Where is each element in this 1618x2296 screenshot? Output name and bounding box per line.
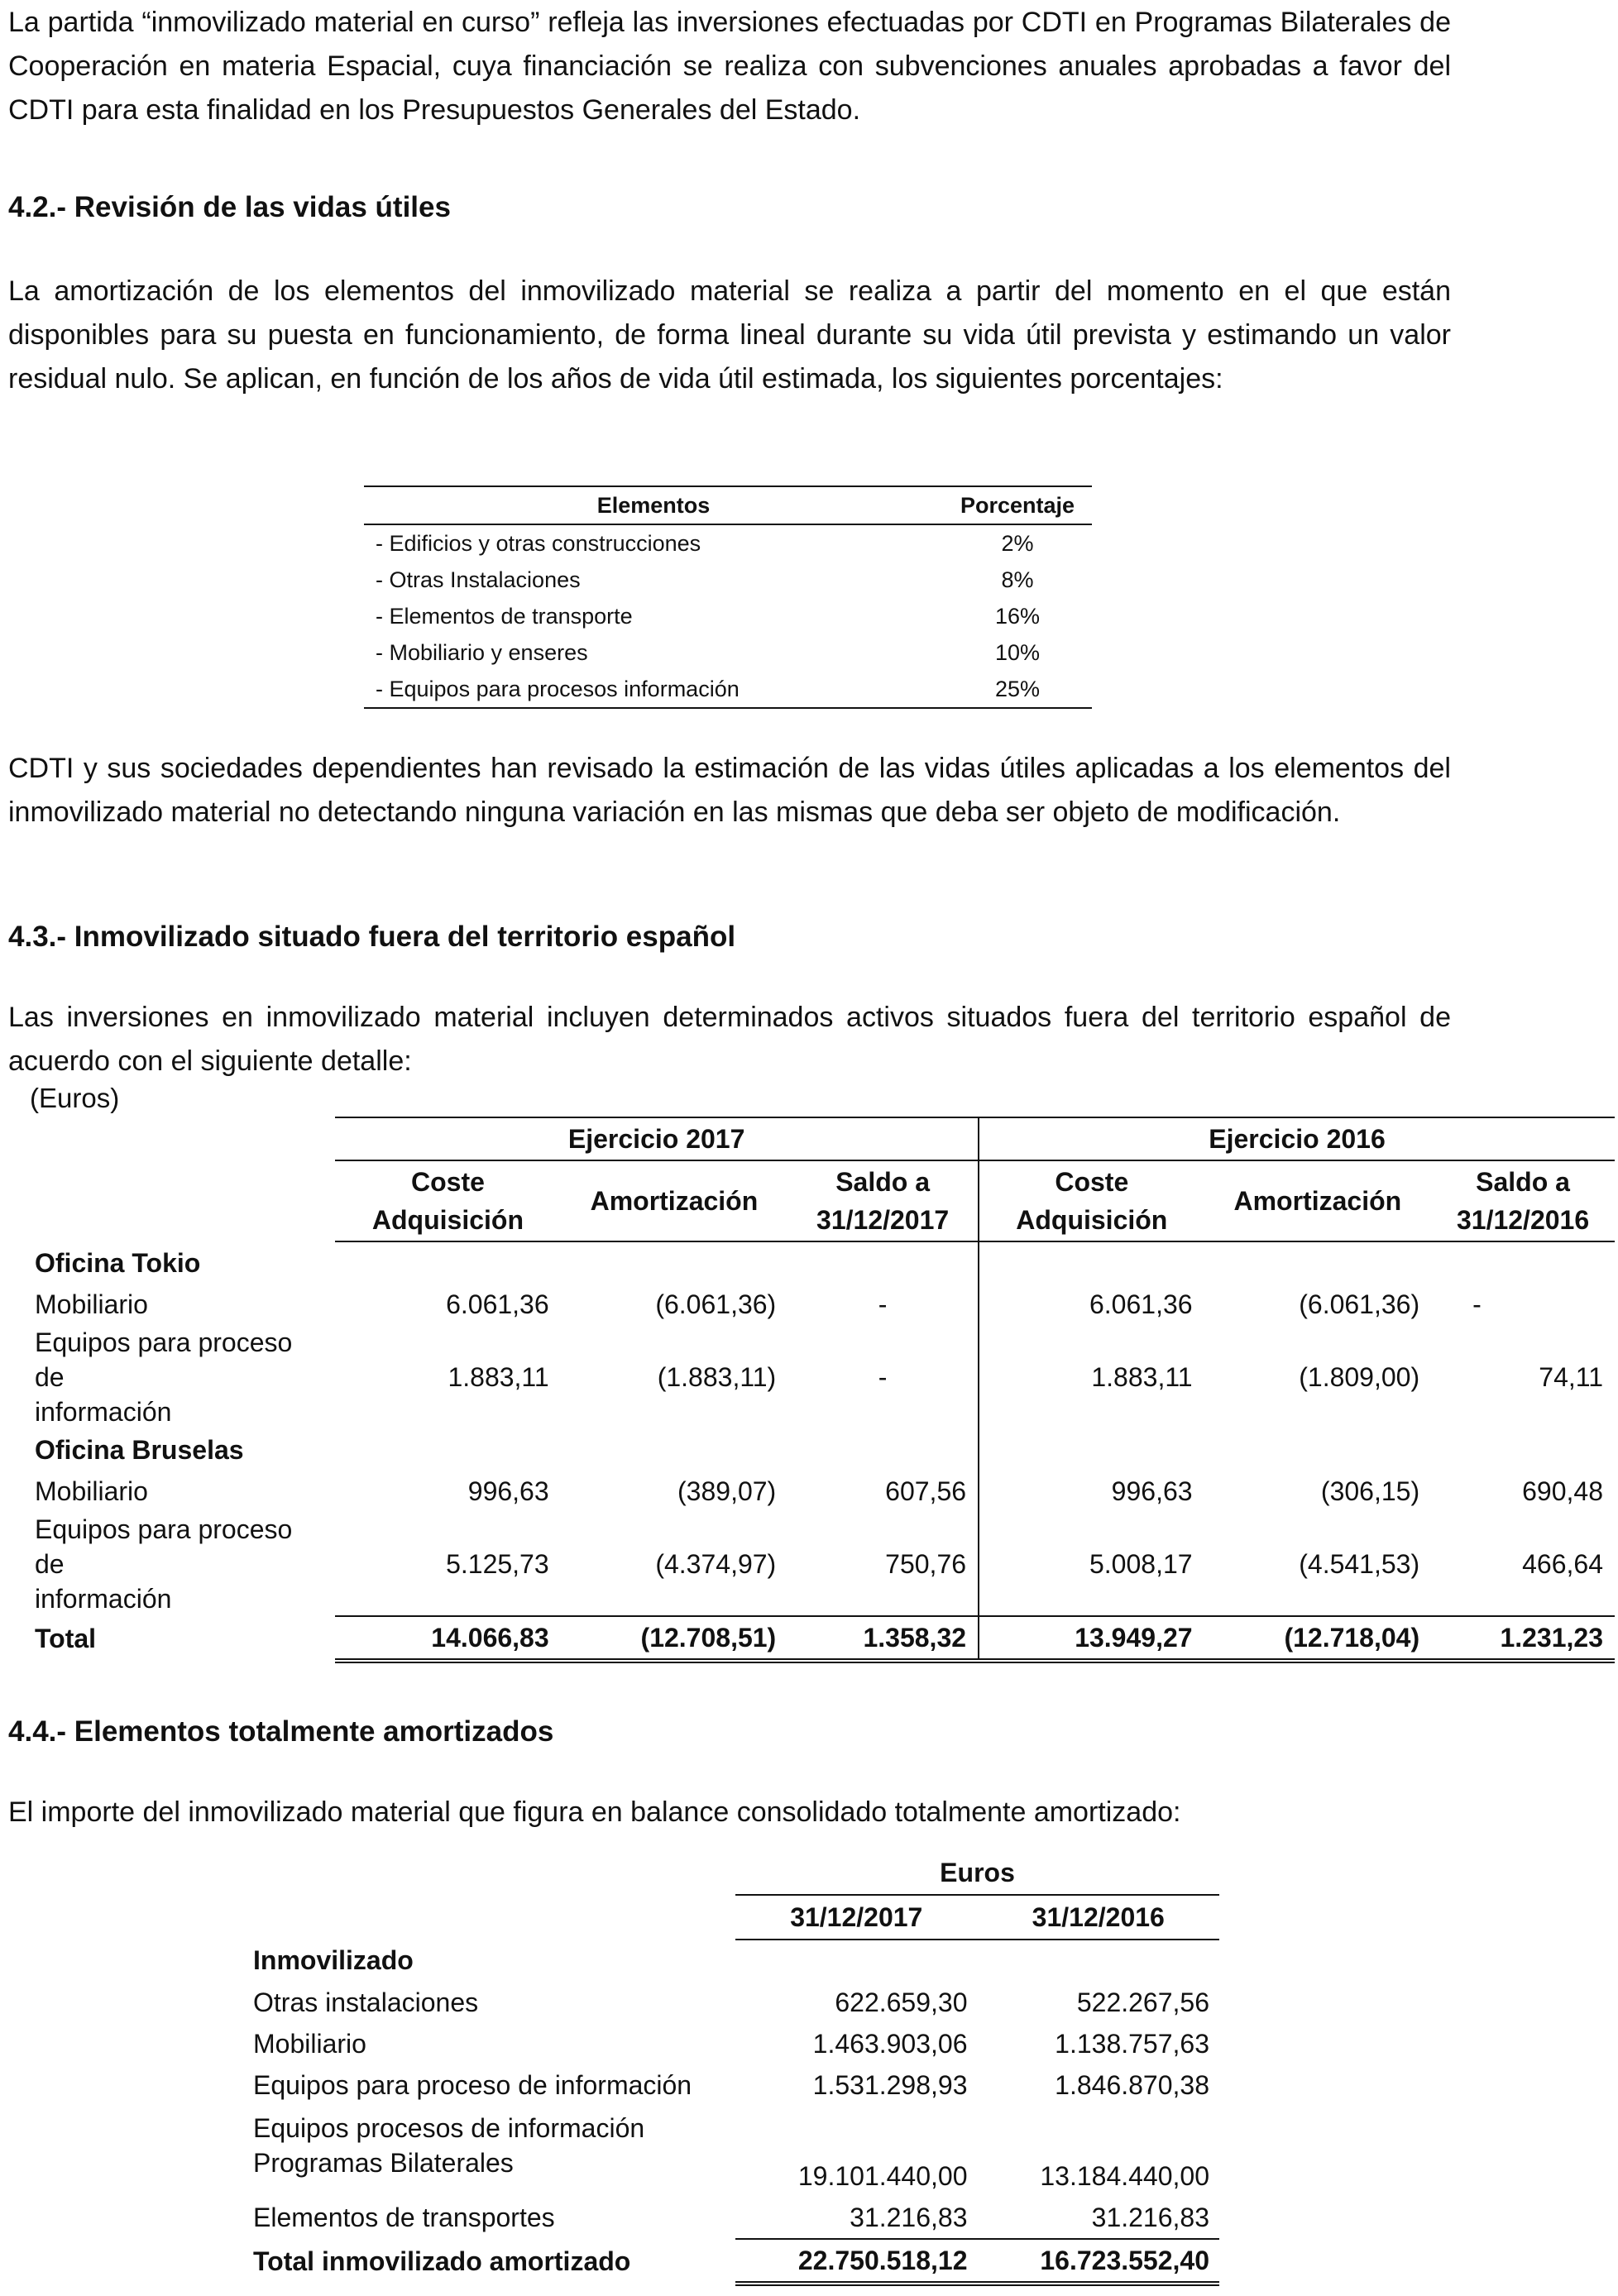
paragraph-4-3: Las inversiones en inmovilizado material incluyen determinados activos situados fuera del territorio español de acuerdo con el siguiente detalle: [8, 1002, 1451, 1077]
row-label: Mobiliario [35, 1476, 148, 1506]
paragraph-4-2-after: CDTI y sus sociedades dependientes han revisado la estimación de las vidas útiles aplicadas a los elementos del inmovilizado material no detectando ninguna variación en las mismas que deba ser objeto de modificación. [8, 753, 1451, 828]
unit-label: (Euros) [30, 1083, 120, 1113]
total-row: Total inmovilizado amortizado 22.750.518,12 16.723.552,40 [243, 2239, 1219, 2284]
table-row: Mobiliario 6.061,36 (6.061,36) - 6.061,36 (6.061,36) - [23, 1284, 1615, 1325]
element-percent: 16% [994, 603, 1041, 629]
row-label: Otras instalaciones [253, 1987, 479, 2017]
foreign-assets-table [23, 1117, 1615, 1663]
col-porcentaje: Porcentaje [943, 486, 1092, 524]
table-row [364, 598, 1092, 634]
element-percent: 25% [943, 671, 1092, 708]
fully-amortized-table [243, 1851, 1219, 2286]
row-label: Equipos para proceso de información [35, 1327, 293, 1427]
intro-paragraph: La partida “inmovilizado material en curso” refleja las inversiones efectuadas por CDTI en Programas Bilaterales de Cooperación en materia Espacial, cuya financiación se realiza con subvenciones anuales aprobadas a favor del CDTI para esta finalidad en los Presupuestos Generales del Estado. [8, 7, 1451, 126]
row-label: Mobiliario [35, 1289, 148, 1319]
element-percent: 2% [1001, 530, 1034, 556]
col-amortizacion-2017: Amortización [561, 1160, 788, 1241]
row-label: Mobiliario [253, 2028, 366, 2059]
heading-4-4: 4.4.- Elementos totalmente amortizados [8, 1715, 554, 1748]
group-oficina-bruselas: Oficina Bruselas [35, 1435, 244, 1465]
table-row [364, 562, 1092, 598]
col-saldo-2017: Saldo a 31/12/2017 [787, 1160, 979, 1241]
paragraph-4-2: La amortización de los elementos del inmovilizado material se realiza a partir del momento en el que están disponibles para su puesta en funcionamiento, de forma lineal durante su vida útil prevista y estimando un valor residual nulo. Se aplican, en función de los años de vida útil estimada, los siguientes porcentajes: [8, 275, 1451, 395]
group-oficina-tokio: Oficina Tokio [35, 1247, 201, 1278]
group-inmovilizado: Inmovilizado [253, 1945, 414, 1975]
table-row [364, 524, 1092, 562]
row-label: Equipos procesos de información Programas Bilaterales [253, 2113, 645, 2178]
element-label: - Otras Instalaciones [376, 567, 581, 592]
col-coste-2016: Coste Adquisición [979, 1160, 1204, 1241]
element-label: - Mobiliario y enseres [376, 639, 588, 665]
table-row [364, 634, 1092, 671]
total-label: Total inmovilizado amortizado [253, 2246, 631, 2276]
element-percent: 10% [994, 639, 1041, 665]
col-elementos: Elementos [364, 486, 943, 524]
col-date-2016: 31/12/2016 [978, 1895, 1220, 1940]
heading-4-3: 4.3.- Inmovilizado situado fuera del territorio español [8, 921, 736, 953]
table-row: Equipos para proceso de información 1.883,11 (1.883,11) - 1.883,11 (1.809,00) 74,11 [23, 1325, 1615, 1429]
row-label: Elementos de transportes [253, 2203, 555, 2232]
row-label: Equipos para proceso de información [253, 2069, 692, 2100]
table-row: Otras instalaciones 622.659,30 522.267,56 [243, 1982, 1219, 2023]
row-label: Equipos para proceso de información [35, 1514, 293, 1614]
useful-life-table [364, 486, 1092, 709]
element-label: - Elementos de transporte [376, 603, 633, 629]
table-row: Equipos para proceso de información 5.125,73 (4.374,97) 750,76 5.008,17 (4.541,53) 466,64 [23, 1512, 1615, 1616]
euros-header: Euros [735, 1851, 1219, 1895]
col-saldo-2016: Saldo a 31/12/2016 [1431, 1160, 1615, 1241]
table-row: Equipos para proceso de información 1.531.298,93 1.846.870,38 [243, 2064, 1219, 2106]
table-row [364, 671, 1092, 708]
element-label: - Equipos para procesos información [364, 671, 943, 708]
col-amortizacion-2016: Amortización [1204, 1160, 1432, 1241]
col-coste-2017: Coste Adquisición [335, 1160, 560, 1241]
element-label: - Edificios y otras construcciones [376, 530, 701, 556]
ejercicio-2017-header: Ejercicio 2017 [335, 1117, 979, 1160]
table-row: Mobiliario 1.463.903,06 1.138.757,63 [243, 2023, 1219, 2064]
heading-4-2: 4.2.- Revisión de las vidas útiles [8, 191, 451, 223]
element-percent: 8% [1001, 567, 1034, 592]
table-row: Mobiliario 996,63 (389,07) 607,56 996,63 (306,15) 690,48 [23, 1471, 1615, 1512]
col-date-2017: 31/12/2017 [735, 1895, 977, 1940]
total-label: Total [35, 1624, 97, 1653]
ejercicio-2016-header: Ejercicio 2016 [979, 1117, 1615, 1160]
paragraph-4-4: El importe del inmovilizado material que figura en balance consolidado totalmente amortizado: [8, 1796, 1181, 1828]
table-row: Elementos de transportes 31.216,83 31.216,83 [243, 2197, 1219, 2239]
total-row: Total 14.066,83 (12.708,51) 1.358,32 13.949,27 (12.718,04) 1.231,23 [23, 1616, 1615, 1661]
table-row: Equipos procesos de información Programas Bilaterales 19.101.440,00 13.184.440,00 [243, 2106, 1219, 2197]
